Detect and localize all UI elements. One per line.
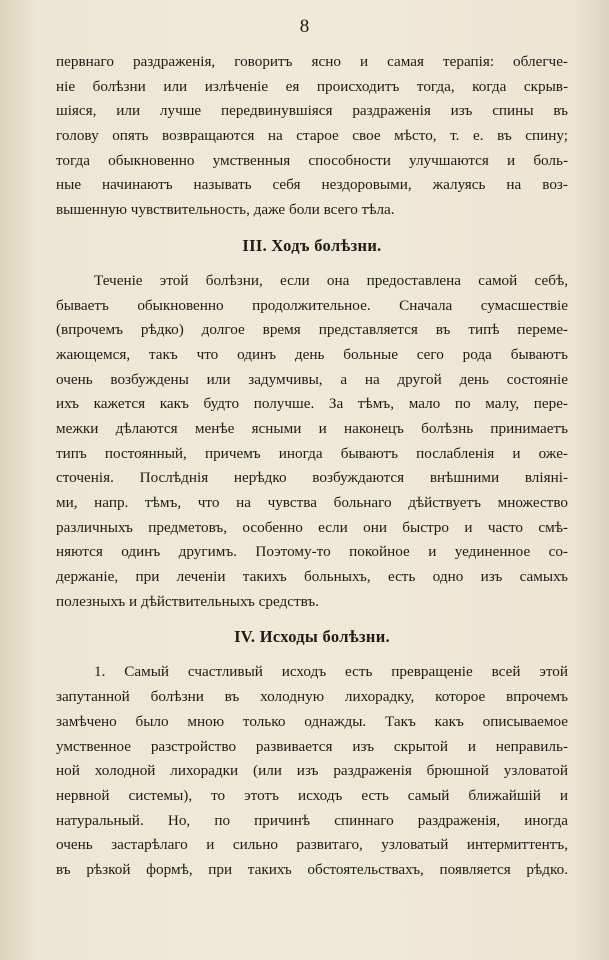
text-line: различныхъ предметовъ, особенно если они быстро и часто смѣ- <box>56 518 568 536</box>
text-line: Теченіе этой болѣзни, если она предоставлена самой себѣ, <box>94 271 568 289</box>
section-heading-3: III. Ходъ болѣзни. <box>242 235 382 255</box>
text-line: межки дѣлаются менѣе ясными и наконецъ болѣзнь принимаетъ <box>56 419 568 437</box>
text-line: шіяся, или лучше передвинувшіяся раздраженія изъ спины въ <box>56 102 568 120</box>
text-line: 1. Самый счастливый исходъ есть превращеніе всей этой <box>94 663 568 681</box>
text-line: жающемся, такъ что одинъ день больные сего рода бываютъ <box>56 345 568 363</box>
text-line: вышенную чувствительность, даже боли всего тѣла. <box>56 201 395 219</box>
page-body <box>56 50 568 883</box>
text-line: полезныхъ и дѣйствительныхъ средствъ. <box>56 592 320 610</box>
text-line: натуральный. Но, по причинѣ спиннаго раздраженія, иногда <box>56 811 568 829</box>
text-line: держаніе, при леченіи такихъ больныхъ, есть одно изъ самыхъ <box>56 568 568 586</box>
text-line: запутанной болѣзни въ холодную лихорадку, которое впрочемъ <box>56 688 568 706</box>
text-line: умственное разстройство развивается изъ скрытой и неправиль- <box>56 737 568 755</box>
paragraph-3 <box>56 660 568 882</box>
text-line: въ рѣзкой формѣ, при такихъ обстоятельствахъ, появляется рѣдко. <box>56 860 568 878</box>
text-line: замѣчено было мною только однажды. Такъ какъ описываемое <box>56 712 568 730</box>
text-line: голову опять возвращаются на старое свое мѣсто, т. е. въ спину; <box>56 127 568 145</box>
text-line: ные начинаютъ называть себя нездоровыми, жалуясь на воз- <box>56 176 568 194</box>
section-heading-4: IV. Исходы болѣзни. <box>234 627 390 647</box>
paragraph-1 <box>56 50 568 223</box>
text-line: няются одинъ другимъ. Поэтому-то покойное и уединенное со- <box>56 543 568 561</box>
paragraph-2 <box>56 269 568 615</box>
page-number: 8 <box>299 16 310 37</box>
text-line: сточенія. Послѣднія нерѣдко возбуждаются внѣшними вліяні- <box>56 469 568 487</box>
text-line: ніе болѣзни или излѣченіе ея происходитъ тогда, когда скрыв- <box>56 77 568 95</box>
text-line: нервной системы), то этотъ исходъ есть самый ближайшій и <box>56 786 568 804</box>
text-line: первнаго раздраженія, говоритъ ясно и самая терапія: облегче- <box>56 53 568 70</box>
text-line: бываетъ обыкновенно продолжительное. Сначала сумасшествіе <box>56 296 568 314</box>
text-line: (впрочемъ рѣдко) долгое время представляется въ типѣ переме- <box>56 321 568 339</box>
text-line: тогда обыкновенно умственныя способности улучшаются и боль- <box>56 151 568 169</box>
text-line: типъ постоянный, причемъ иногда бываютъ послабленія и оже- <box>56 444 568 462</box>
text-line: очень застарѣлаго и сильно развитаго, узловатый интермиттентъ, <box>56 836 568 854</box>
text-line: ной холодной лихорадки (или изъ раздраженія брюшной узловатой <box>56 762 568 780</box>
text-line: очень возбуждены или задумчивы, а на другой день состояніе <box>56 370 568 388</box>
text-line: ми, напр. тѣмъ, что на чувства больнаго дѣйствуетъ множество <box>56 494 568 511</box>
text-line: ихъ кажется какъ будто получше. За тѣмъ, мало по малу, пере- <box>56 395 568 413</box>
